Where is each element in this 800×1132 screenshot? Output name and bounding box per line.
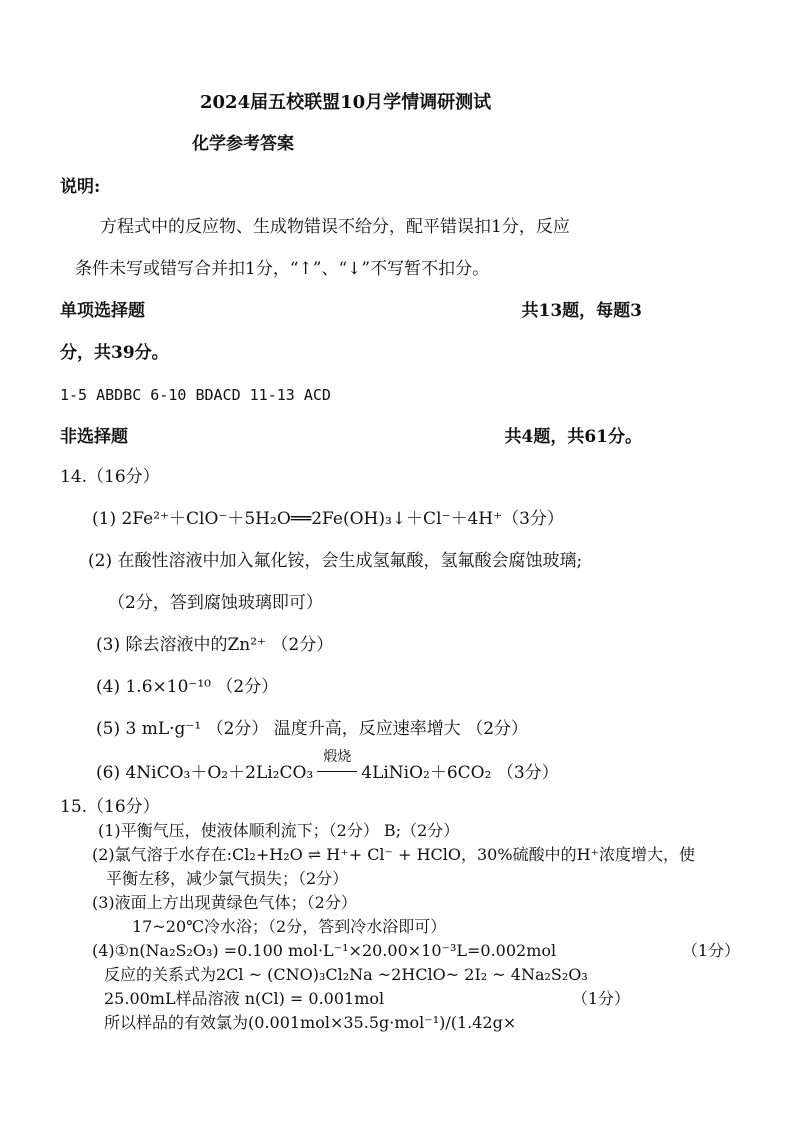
doc-title: 2024届五校联盟10月学情调研测试 — [200, 92, 492, 113]
q14-part-1: (1) 2Fe²⁺＋ClO⁻＋5H₂O══2Fe(OH)₃↓＋Cl⁻＋4H⁺（3分） — [92, 509, 564, 529]
reaction-condition: 煅烧 — [323, 749, 352, 765]
section-mc-title: 单项选择题 — [60, 301, 145, 321]
q14-6-products: 4LiNiO₂＋6CO₂ （3分） — [361, 763, 559, 783]
q15-4a-score: （1分） — [681, 941, 740, 960]
q14-part-5: (5) 3 mL·g⁻¹ （2分） 温度升高，反应速率增大 （2分） — [96, 719, 529, 739]
q15-part-2a: (2)氯气溶于水存在:Cl₂+H₂O ⇌ H⁺+ Cl⁻ + HClO，30%硫酸中的H⁺浓度增大，使 — [92, 845, 695, 864]
section-free-header — [60, 426, 642, 448]
q15-part-2b: 平衡左移，减少氯气损失；（2分） — [106, 869, 349, 888]
q14-part-4: (4) 1.6×10⁻¹⁰ （2分） — [96, 677, 279, 697]
q15-part-4c — [104, 988, 630, 1010]
q14-part-3: (3) 除去溶液中的Zn²⁺ （2分） — [96, 635, 334, 655]
note-heading: 说明: — [60, 177, 101, 197]
section-mc-header — [60, 300, 642, 322]
q15-part-4d: 所以样品的有效氯为(0.001mol×35.5g·mol⁻¹)/(1.42g× — [104, 1013, 517, 1032]
mc-answers: 1-5 ABDBC 6-10 BDACD 11-13 ACD — [60, 386, 331, 404]
q14-6-reactants: (6) 4NiCO₃＋O₂＋2Li₂CO₃ — [96, 763, 314, 783]
q15-part-1: (1)平衡气压，使液体顺利流下；（2分） B;（2分） — [98, 821, 460, 840]
q14-part-2b: （2分，答到腐蚀玻璃即可） — [108, 593, 323, 613]
section-mc-score-cont: 分，共39分。 — [60, 343, 169, 363]
section-mc-score: 共13题，每题3 — [521, 301, 642, 321]
q14-part-2a: (2) 在酸性溶液中加入氟化铵，会生成氢氟酸，氢氟酸会腐蚀玻璃; — [88, 551, 583, 571]
note-line-1: 方程式中的反应物、生成物错误不给分，配平错误扣1分，反应 — [100, 217, 570, 237]
q15-part-3b: 17~20℃冷水浴；（2分，答到冷水浴即可） — [132, 917, 447, 936]
note-line-2: 条件未写或错写合并扣1分，“↑”、“↓”不写暂不扣分。 — [75, 259, 490, 279]
q14-part-6 — [96, 749, 559, 784]
q15-4c-score: （1分） — [571, 989, 630, 1008]
q15-4c-text: 25.00mL样品溶液 n(Cl) = 0.001mol — [104, 989, 385, 1008]
section-free-score: 共4题，共61分。 — [504, 427, 642, 447]
doc-subtitle: 化学参考答案 — [192, 134, 294, 154]
section-free-title: 非选择题 — [60, 427, 128, 447]
q15-part-4a — [92, 940, 740, 962]
q15-heading: 15.（16分） — [60, 797, 160, 817]
q15-part-3a: (3)液面上方出现黄绿色气体；（2分） — [92, 893, 357, 912]
q15-4a-text: (4)①n(Na₂S₂O₃) =0.100 mol·L⁻¹×20.00×10⁻³L=0.002mol — [92, 941, 557, 960]
q14-heading: 14.（16分） — [60, 467, 160, 487]
reaction-arrow — [313, 749, 361, 784]
q15-part-4b: 反应的关系式为2Cl ~ (CNO)₃Cl₂Na ~2HClO~ 2I₂ ~ 4Na₂S₂O₃ — [104, 965, 588, 984]
